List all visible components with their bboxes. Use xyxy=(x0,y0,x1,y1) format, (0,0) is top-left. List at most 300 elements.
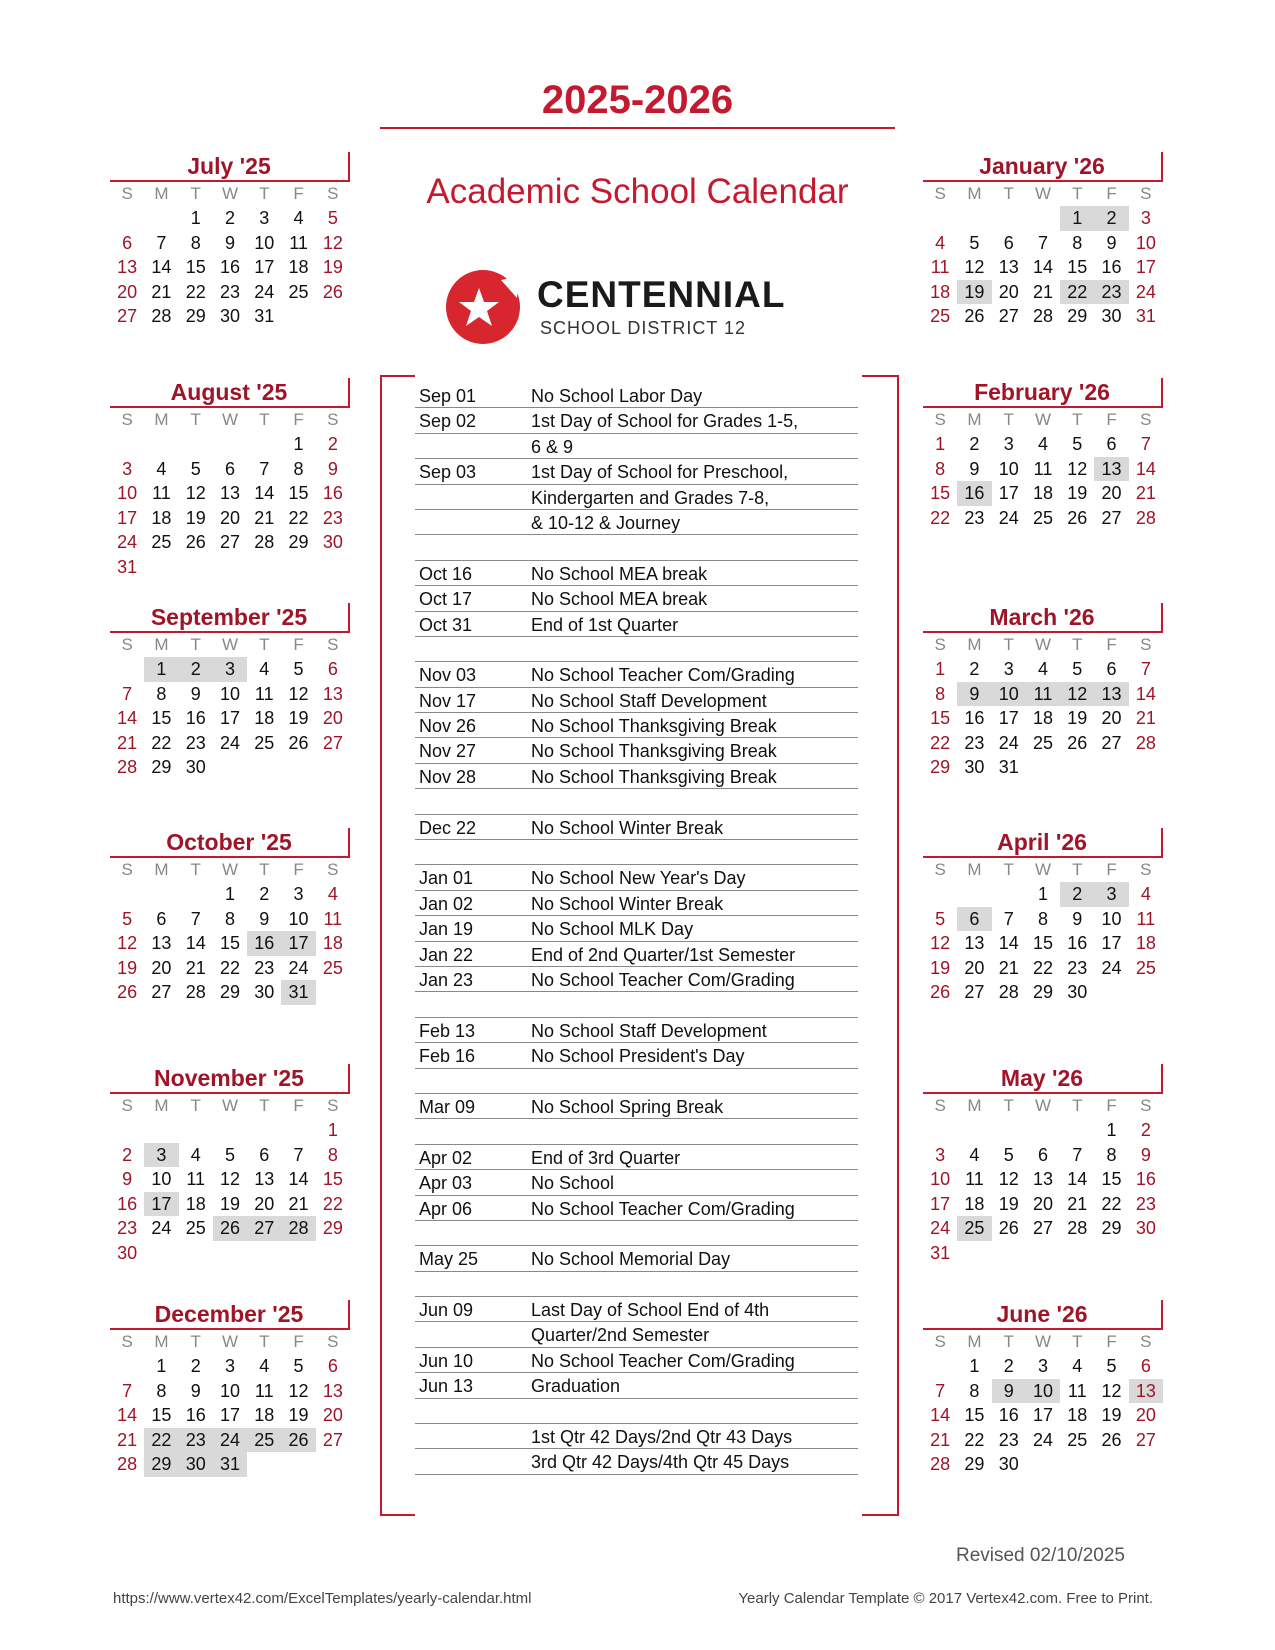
footer-url[interactable]: https://www.vertex42.com/ExcelTemplates/yearly-calendar.html xyxy=(113,1590,532,1607)
day-cell xyxy=(1060,1241,1094,1266)
week-row xyxy=(110,706,350,731)
event-text xyxy=(531,840,858,864)
day-cell: 28 xyxy=(281,1216,315,1241)
month-title: May '26 xyxy=(923,1064,1163,1094)
day-cell: 25 xyxy=(185,1218,206,1238)
day-cell: 4 xyxy=(259,659,270,679)
day-cell: 3 xyxy=(293,884,304,904)
event-date xyxy=(415,637,531,661)
event-date xyxy=(415,840,531,864)
day-cell: 11 xyxy=(1026,682,1060,707)
day-cell: 7 xyxy=(122,1380,133,1401)
day-cell: 3 xyxy=(1140,208,1151,228)
day-cell: 4 xyxy=(1037,659,1048,679)
day-cell: 4 xyxy=(935,232,946,253)
day-cell xyxy=(1060,1452,1094,1477)
event-text: End of 2nd Quarter/1st Semester xyxy=(531,944,796,965)
event-row xyxy=(415,992,858,1017)
day-cell: 19 xyxy=(930,957,951,978)
event-row xyxy=(415,1221,858,1246)
day-cell: 24 xyxy=(1032,1429,1053,1450)
day-cell: 3 xyxy=(1003,434,1014,454)
day-cell: 21 xyxy=(151,281,172,302)
day-cell: 6 xyxy=(1003,232,1014,253)
week-row xyxy=(110,731,350,756)
weekday-label: T xyxy=(190,635,201,654)
day-cell xyxy=(316,1452,350,1477)
event-text xyxy=(531,1399,858,1423)
day-cell: 2 xyxy=(1140,1120,1151,1140)
day-cell: 30 xyxy=(219,306,240,326)
day-cell: 22 xyxy=(1032,957,1053,978)
day-cell: 9 xyxy=(1140,1144,1151,1165)
day-cell: 1 xyxy=(190,208,201,228)
day-cell xyxy=(1026,755,1060,780)
day-cell: 18 xyxy=(288,257,309,277)
event-date: Feb 16 xyxy=(419,1046,476,1067)
day-cell xyxy=(992,882,1026,907)
day-cell xyxy=(1129,1452,1163,1477)
event-text: No School Thanksgiving Break xyxy=(531,766,777,787)
event-text xyxy=(531,1221,858,1245)
footer-copyright: Yearly Calendar Template © 2017 Vertex42.com. Free to Print. xyxy=(738,1590,1153,1607)
event-date: Nov 28 xyxy=(419,766,477,787)
day-cell: 11 xyxy=(289,232,308,253)
week-row xyxy=(110,432,350,457)
week-row xyxy=(110,1428,350,1453)
event-date xyxy=(415,992,531,1016)
week-row xyxy=(923,1216,1163,1241)
day-cell: 13 xyxy=(1094,682,1128,707)
day-cell: 5 xyxy=(935,908,946,929)
weekday-label: M xyxy=(967,184,982,203)
day-cell: 17 xyxy=(144,1192,178,1217)
day-cell: 12 xyxy=(185,483,206,503)
day-cell: 9 xyxy=(1072,908,1083,929)
weekday-label: T xyxy=(190,1332,201,1351)
day-cell xyxy=(992,206,1026,231)
day-cell: 29 xyxy=(288,532,309,552)
day-cell xyxy=(281,755,315,780)
event-date: Jun 13 xyxy=(419,1376,474,1397)
month-3 xyxy=(110,828,350,1005)
event-date xyxy=(415,1119,531,1143)
day-cell: 19 xyxy=(1067,708,1088,728)
day-cell: 7 xyxy=(293,1144,304,1165)
event-date: Jan 22 xyxy=(419,944,474,965)
weekday-label: S xyxy=(1140,1096,1152,1115)
day-cell: 5 xyxy=(969,232,980,253)
day-cell: 26 xyxy=(281,1428,315,1453)
event-row xyxy=(415,738,858,763)
day-cell: 15 xyxy=(288,483,309,503)
month-title: February '26 xyxy=(923,378,1163,408)
day-cell: 26 xyxy=(117,982,138,1002)
weekday-label: S xyxy=(1140,860,1152,879)
event-row xyxy=(415,1424,858,1449)
day-cell xyxy=(923,1354,957,1379)
day-cell xyxy=(316,1241,350,1266)
day-cell xyxy=(247,1452,281,1477)
event-date: Apr 02 xyxy=(419,1147,473,1168)
day-cell: 25 xyxy=(1032,507,1053,528)
event-row xyxy=(415,383,858,408)
day-cell: 20 xyxy=(1101,483,1122,503)
day-cell: 21 xyxy=(288,1193,309,1214)
day-cell: 28 xyxy=(254,532,275,552)
week-row xyxy=(923,1241,1163,1266)
event-date: Jan 02 xyxy=(419,893,474,914)
day-cell: 13 xyxy=(151,933,172,953)
weekday-label: F xyxy=(1106,1332,1117,1351)
day-cell xyxy=(923,206,957,231)
day-cell xyxy=(144,206,178,231)
weekday-label: W xyxy=(221,860,238,879)
weekday-label: F xyxy=(293,635,304,654)
day-cell xyxy=(144,882,178,907)
weekday-label: M xyxy=(154,635,169,654)
day-cell xyxy=(213,555,247,580)
day-cell: 20 xyxy=(151,957,172,978)
day-cell xyxy=(1094,1452,1128,1477)
day-cell: 25 xyxy=(957,1216,991,1241)
event-row xyxy=(415,1196,858,1221)
day-cell: 9 xyxy=(992,1379,1026,1404)
week-row xyxy=(110,530,350,555)
day-cell: 26 xyxy=(998,1218,1019,1238)
day-cell: 8 xyxy=(1072,232,1083,253)
week-row xyxy=(923,1167,1163,1192)
day-cell: 18 xyxy=(1032,708,1053,728)
event-row xyxy=(415,612,858,637)
month-title: December '25 xyxy=(110,1300,350,1330)
day-cell: 8 xyxy=(935,683,946,704)
weekday-label: M xyxy=(154,1332,169,1351)
events-box-corner xyxy=(380,1514,415,1516)
day-cell: 3 xyxy=(224,1356,235,1376)
weekday-label: T xyxy=(190,410,201,429)
day-cell: 1 xyxy=(935,659,946,679)
day-cell: 20 xyxy=(322,708,343,728)
weekday-header xyxy=(923,1096,1163,1118)
month-8 xyxy=(923,603,1163,780)
day-cell xyxy=(179,1241,213,1266)
week-row xyxy=(923,506,1163,531)
month-title: August '25 xyxy=(110,378,350,408)
weekday-label: T xyxy=(259,1096,270,1115)
day-cell xyxy=(1094,1241,1128,1266)
day-cell: 26 xyxy=(1101,1429,1122,1450)
event-text: No School Thanksgiving Break xyxy=(531,741,777,762)
day-cell: 13 xyxy=(998,257,1019,277)
day-cell: 19 xyxy=(288,708,309,728)
day-cell: 17 xyxy=(1032,1405,1053,1425)
weekday-label: F xyxy=(293,184,304,203)
event-text xyxy=(531,992,858,1016)
weekday-label: S xyxy=(327,1096,339,1115)
weekday-label: T xyxy=(1003,1332,1014,1351)
day-cell: 30 xyxy=(254,982,275,1002)
day-cell: 12 xyxy=(117,933,138,953)
event-row xyxy=(415,916,858,941)
weekday-label: W xyxy=(1034,184,1051,203)
day-cell xyxy=(1094,755,1128,780)
event-row xyxy=(415,1094,858,1119)
day-cell: 16 xyxy=(219,257,240,277)
day-cell: 31 xyxy=(254,306,275,326)
month-title: September '25 xyxy=(110,603,350,633)
event-row xyxy=(415,637,858,662)
day-cell: 6 xyxy=(1106,434,1117,454)
day-cell xyxy=(957,1118,991,1143)
week-row xyxy=(110,1192,350,1217)
week-row xyxy=(923,304,1163,329)
day-cell: 27 xyxy=(247,1216,281,1241)
event-date xyxy=(415,1221,531,1245)
day-cell: 23 xyxy=(219,281,240,302)
day-cell xyxy=(1026,1452,1060,1477)
event-row xyxy=(415,865,858,890)
day-cell: 26 xyxy=(185,532,206,552)
day-cell: 21 xyxy=(1067,1193,1088,1214)
day-cell xyxy=(281,304,315,329)
weekday-label: S xyxy=(934,184,946,203)
event-row xyxy=(415,485,858,510)
day-cell: 4 xyxy=(156,458,167,479)
day-cell: 18 xyxy=(964,1193,985,1214)
day-cell xyxy=(247,1241,281,1266)
weekday-label: T xyxy=(1072,184,1083,203)
day-cell: 22 xyxy=(288,507,309,528)
day-cell: 9 xyxy=(224,232,235,253)
day-cell xyxy=(281,1452,315,1477)
day-cell xyxy=(213,1118,247,1143)
day-cell: 30 xyxy=(117,1242,138,1263)
day-cell: 23 xyxy=(254,957,275,978)
day-cell: 15 xyxy=(930,708,951,728)
week-row xyxy=(110,481,350,506)
day-cell: 4 xyxy=(1140,884,1151,904)
day-cell: 15 xyxy=(1067,257,1088,277)
day-cell: 29 xyxy=(322,1218,343,1238)
weekday-label: S xyxy=(121,410,133,429)
event-text: No School Winter Break xyxy=(531,893,724,914)
day-cell xyxy=(1129,755,1163,780)
day-cell: 27 xyxy=(1101,507,1122,528)
event-date: Nov 17 xyxy=(419,690,477,711)
event-row xyxy=(415,510,858,535)
day-cell: 31 xyxy=(117,556,138,577)
day-cell xyxy=(247,432,281,457)
weekday-label: S xyxy=(327,184,339,203)
day-cell: 27 xyxy=(1135,1429,1156,1450)
day-cell: 29 xyxy=(964,1454,985,1474)
week-row xyxy=(110,304,350,329)
district-logo xyxy=(445,268,815,346)
day-cell: 20 xyxy=(254,1193,275,1214)
event-row xyxy=(415,891,858,916)
weekday-label: S xyxy=(327,1332,339,1351)
event-date xyxy=(415,485,531,509)
weekday-header xyxy=(923,860,1163,882)
day-cell: 22 xyxy=(185,281,206,302)
day-cell xyxy=(213,1241,247,1266)
logo-subtext: SCHOOL DISTRICT 12 xyxy=(540,318,747,338)
weekday-label: T xyxy=(259,860,270,879)
day-cell: 22 xyxy=(964,1429,985,1450)
event-text: No School Winter Break xyxy=(531,817,724,838)
day-cell: 26 xyxy=(322,281,343,302)
week-row xyxy=(923,255,1163,280)
day-cell: 26 xyxy=(288,732,309,753)
day-cell: 1 xyxy=(935,434,946,454)
event-row xyxy=(415,561,858,586)
event-row xyxy=(415,840,858,865)
day-cell: 20 xyxy=(1032,1193,1053,1214)
day-cell xyxy=(247,1118,281,1143)
event-date xyxy=(415,1322,531,1346)
month-title: April '26 xyxy=(923,828,1163,858)
day-cell: 3 xyxy=(1003,659,1014,679)
day-cell: 24 xyxy=(288,957,309,978)
day-cell: 10 xyxy=(998,458,1019,479)
day-cell: 3 xyxy=(935,1144,946,1165)
event-date: Jan 23 xyxy=(419,969,474,990)
weekday-header xyxy=(110,1096,350,1118)
month-4 xyxy=(110,1064,350,1265)
day-cell: 15 xyxy=(219,933,240,953)
day-cell: 19 xyxy=(219,1193,240,1214)
day-cell: 24 xyxy=(254,281,275,302)
day-cell: 16 xyxy=(1135,1169,1156,1189)
calendar-subtitle: Academic School Calendar xyxy=(426,172,849,211)
week-row xyxy=(923,481,1163,506)
day-cell: 23 xyxy=(1135,1193,1156,1214)
day-cell: 14 xyxy=(288,1169,309,1189)
week-row xyxy=(923,1403,1163,1428)
day-cell: 8 xyxy=(969,1380,980,1401)
event-text: No School New Year's Day xyxy=(531,868,746,889)
event-text: Kindergarten and Grades 7-8, xyxy=(531,487,770,508)
event-text: 1st Day of School for Preschool, xyxy=(531,462,789,483)
day-cell: 30 xyxy=(1067,982,1088,1002)
day-cell xyxy=(247,555,281,580)
weekday-label: W xyxy=(221,184,238,203)
event-text: 6 & 9 xyxy=(531,436,574,457)
day-cell: 27 xyxy=(117,306,138,326)
month-title: January '26 xyxy=(923,152,1163,182)
day-cell: 24 xyxy=(117,532,138,552)
day-cell: 7 xyxy=(259,458,270,479)
day-cell: 19 xyxy=(288,1405,309,1425)
events-box-corner xyxy=(380,375,415,377)
day-cell: 9 xyxy=(969,458,980,479)
month-11 xyxy=(923,1300,1163,1477)
day-cell: 2 xyxy=(327,434,338,454)
day-cell: 4 xyxy=(259,1356,270,1376)
day-cell: 26 xyxy=(964,306,985,326)
day-cell: 28 xyxy=(185,982,206,1002)
day-cell: 11 xyxy=(186,1169,206,1189)
day-cell xyxy=(1060,1118,1094,1143)
day-cell: 6 xyxy=(1140,1356,1151,1376)
revised-date: Revised 02/10/2025 xyxy=(955,1545,1125,1566)
weekday-label: S xyxy=(934,860,946,879)
day-cell: 10 xyxy=(1026,1379,1060,1404)
day-cell xyxy=(179,555,213,580)
event-row xyxy=(415,1043,858,1068)
day-cell: 23 xyxy=(998,1429,1019,1450)
day-cell xyxy=(1026,1118,1060,1143)
weekday-label: F xyxy=(293,1332,304,1351)
day-cell: 8 xyxy=(935,458,946,479)
month-title: October '25 xyxy=(110,828,350,858)
day-cell: 31 xyxy=(281,980,315,1005)
week-row xyxy=(923,657,1163,682)
day-cell: 22 xyxy=(1060,280,1094,305)
event-row xyxy=(415,1272,858,1297)
day-cell: 5 xyxy=(1003,1144,1014,1165)
weekday-label: S xyxy=(327,860,339,879)
event-text: No School xyxy=(531,1173,615,1194)
event-date: Nov 03 xyxy=(419,665,477,686)
event-row xyxy=(415,764,858,789)
day-cell: 12 xyxy=(288,1380,309,1401)
weekday-label: T xyxy=(1003,184,1014,203)
day-cell: 7 xyxy=(1037,232,1048,253)
event-text: No School Spring Break xyxy=(531,1096,724,1117)
weekday-label: T xyxy=(259,184,270,203)
day-cell: 29 xyxy=(1067,306,1088,326)
day-cell: 28 xyxy=(998,982,1019,1002)
week-row xyxy=(923,956,1163,981)
event-row xyxy=(415,942,858,967)
day-cell: 2 xyxy=(122,1144,133,1165)
event-date: Apr 03 xyxy=(419,1173,473,1194)
day-cell: 4 xyxy=(969,1144,980,1165)
day-cell: 17 xyxy=(219,1405,240,1425)
day-cell: 13 xyxy=(1032,1169,1053,1189)
day-cell: 5 xyxy=(1072,434,1083,454)
month-2 xyxy=(110,603,350,780)
day-cell: 20 xyxy=(998,281,1019,302)
day-cell: 1 xyxy=(224,884,235,904)
day-cell: 27 xyxy=(964,982,985,1002)
day-cell: 13 xyxy=(322,1380,343,1401)
day-cell: 12 xyxy=(964,257,985,277)
day-cell: 18 xyxy=(1032,483,1053,503)
day-cell: 7 xyxy=(1072,1144,1083,1165)
week-row xyxy=(110,1403,350,1428)
event-text: 1st Day of School for Grades 1-5, xyxy=(531,411,799,432)
event-row xyxy=(415,967,858,992)
day-cell: 6 xyxy=(327,659,338,679)
day-cell: 23 xyxy=(1094,280,1128,305)
day-cell: 5 xyxy=(190,458,201,479)
day-cell xyxy=(992,1118,1026,1143)
day-cell xyxy=(992,1241,1026,1266)
weekday-label: W xyxy=(221,1096,238,1115)
event-text: Graduation xyxy=(531,1376,621,1397)
week-row xyxy=(110,231,350,256)
day-cell: 4 xyxy=(1037,434,1048,454)
event-row xyxy=(415,1246,858,1271)
week-row xyxy=(923,1452,1163,1477)
day-cell: 29 xyxy=(185,306,206,326)
day-cell: 15 xyxy=(1032,933,1053,953)
day-cell: 16 xyxy=(957,481,991,506)
week-row xyxy=(110,1241,350,1266)
